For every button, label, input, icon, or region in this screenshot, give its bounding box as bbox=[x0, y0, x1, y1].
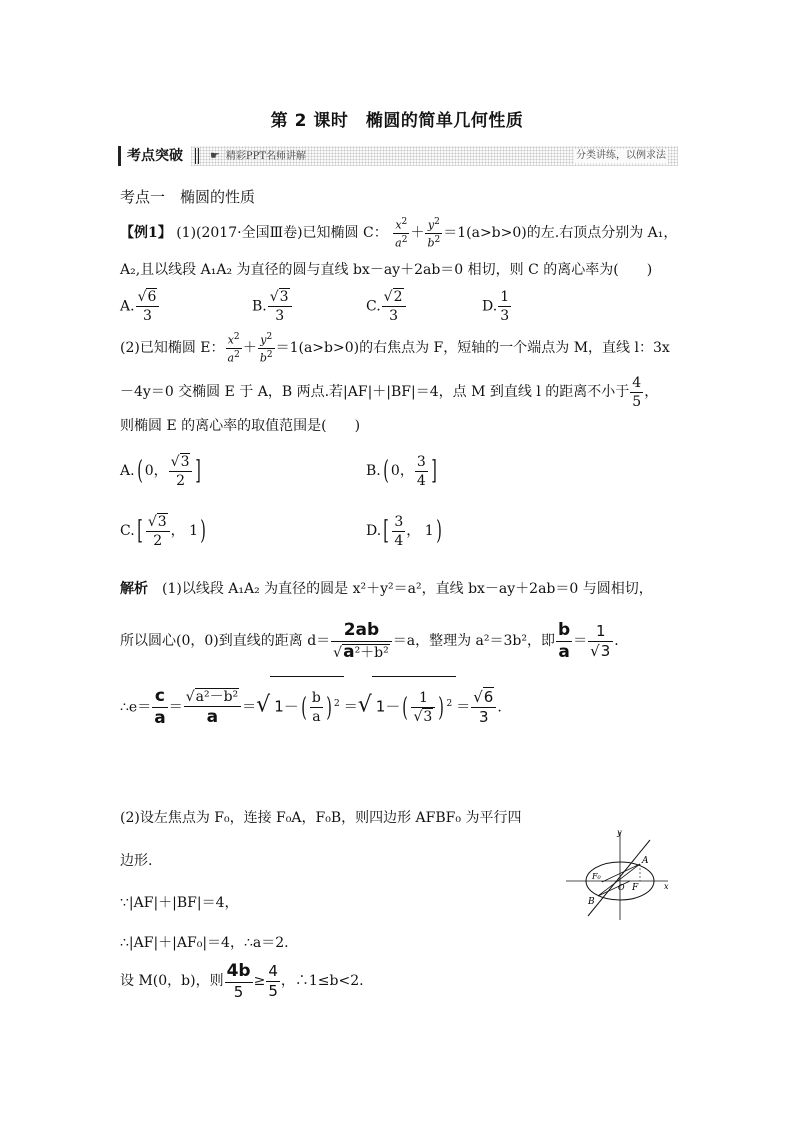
example-line-2: A₂,且以线段 A₁A₂ 为直径的圆与直线 bx－ay＋2ab＝0 相切，则 C 的离心率为( ) bbox=[120, 262, 653, 278]
fig-label-f0: F₀ bbox=[592, 872, 601, 881]
example-label: 【例1】 bbox=[120, 225, 172, 241]
ellipse-frac-x: $\frac{x^2}{a^2}$ bbox=[395, 216, 408, 250]
section-bar bbox=[118, 146, 678, 166]
solution-line-4: (2)设左焦点为 F₀，连接 F₀A，F₀B，则四边形 AFBF₀ 为平行四 bbox=[120, 810, 522, 826]
example-p1-tail: ＝1(a>b>0)的左.右顶点分别为 A₁， bbox=[443, 225, 678, 241]
solution-line-8: 设 M(0，b)，则 $\frac{4b}{5}$ ≥ $\frac{4}{5}$ ，∴1≤b<2. bbox=[120, 960, 364, 1001]
topic-heading: 考点一 椭圆的性质 bbox=[120, 188, 256, 206]
solution-line-1: 解析 (1)以线段 A₁A₂ 为直径的圆是 x²＋y²＝a²，直线 bx－ay＋2ab＝0 与圆相切， bbox=[120, 581, 653, 597]
fig-label-y: y bbox=[617, 828, 622, 837]
solution-line-7: ∴|AF|＋|AF₀|＝4，∴a＝2. bbox=[120, 935, 289, 951]
section-hint bbox=[210, 149, 306, 164]
option-2b: B.( 0， $\frac{3}{4}$ ] bbox=[366, 453, 437, 489]
section-right-text: 分类讲练，以例求法 bbox=[576, 150, 666, 161]
ellipse-frac-y: $\frac{y^2}{b^2}$ bbox=[427, 216, 441, 250]
fig-label-f: F bbox=[632, 883, 639, 893]
example-p1-start: (1)(2017·全国Ⅲ卷)已知椭圆 C： bbox=[176, 225, 388, 241]
fig-label-a: A bbox=[642, 856, 649, 866]
option-1d: D. $\frac{1}{3}$ bbox=[482, 289, 510, 324]
page-title: 第 2 课时 椭圆的简单几何性质 bbox=[270, 111, 524, 131]
fig-label-x: x bbox=[664, 882, 669, 891]
hint-text: 精彩PPT名师讲解 bbox=[225, 151, 307, 162]
ellipse-figure bbox=[560, 826, 676, 922]
example-line-1: 【例1】 (1)(2017·全国Ⅲ卷)已知椭圆 C： $\frac{x^2}{a^2}$ ＋ $\frac{y^2}{b^2}$ ＝1(a>b>0)的左.右顶点分别为 A₁， bbox=[120, 216, 678, 250]
section-tag: 考点突破 bbox=[118, 146, 191, 166]
pointing-hand-icon: ☛ bbox=[210, 149, 220, 162]
option-2a: A.( 0， $\frac{√3}{2}$ ] bbox=[120, 453, 202, 489]
segment-f0a bbox=[602, 864, 640, 882]
solution-line-5: 边形. bbox=[120, 853, 153, 869]
option-1a: A. $\frac{√6}{3}$ bbox=[120, 290, 160, 330]
part2-line-3: 则椭圆 E 的离心率的取值范围是( ) bbox=[120, 418, 361, 434]
tag-divider bbox=[195, 148, 199, 164]
option-1c: C. $\frac{√2}{3}$ bbox=[366, 290, 407, 323]
solution-line-2: 所以圆心(0，0)到直线的距离 d＝ $\frac{2ab}{\text{√a²＋b²}}$ ＝a，整理为 a²＝3b²，即 $\frac{b}{a}$ ＝ $\frac{1}{√3}$ . bbox=[120, 619, 619, 662]
solution-line-6: ∵|AF|＋|BF|＝4， bbox=[120, 895, 239, 911]
part2-line-2: －4y＝0 交椭圆 E 于 A，B 两点.若|AF|＋|BF|＝4，点 M 到直线 l 的距离不小于 $\frac{4}{5}$ ， bbox=[120, 374, 659, 410]
option-2d: D.[ $\frac{3}{4}$ ， 1) bbox=[366, 513, 442, 549]
fig-label-b: B bbox=[588, 897, 595, 907]
option-1b: B. $\frac{√3}{3}$ bbox=[252, 290, 293, 323]
option-2c: C.[ $\frac{√3}{2}$ ， 1) bbox=[120, 513, 206, 549]
solution-line-3: ∴e＝ $\frac{c}{a}$ ＝ $\frac{\text{√a²－b²}}{a}$ ＝√ 1－( $\frac{b}{a}$ ) $^2$ ＝√ 1－( $\frac{1}{√3}$ ) $^2$ ＝ $\frac{√6}{3}$ . bbox=[120, 676, 502, 730]
segment-fb bbox=[598, 881, 630, 896]
part2-line-1: (2)已知椭圆 E： $\frac{x^2}{a^2}$ ＋ $\frac{y^2}{b^2}$ ＝1(a>b>0)的右焦点为 F，短轴的一个端点为 M，直线 l：3x bbox=[120, 331, 670, 365]
fig-label-o: O bbox=[618, 883, 625, 892]
solution-label: 解析 bbox=[120, 581, 148, 597]
